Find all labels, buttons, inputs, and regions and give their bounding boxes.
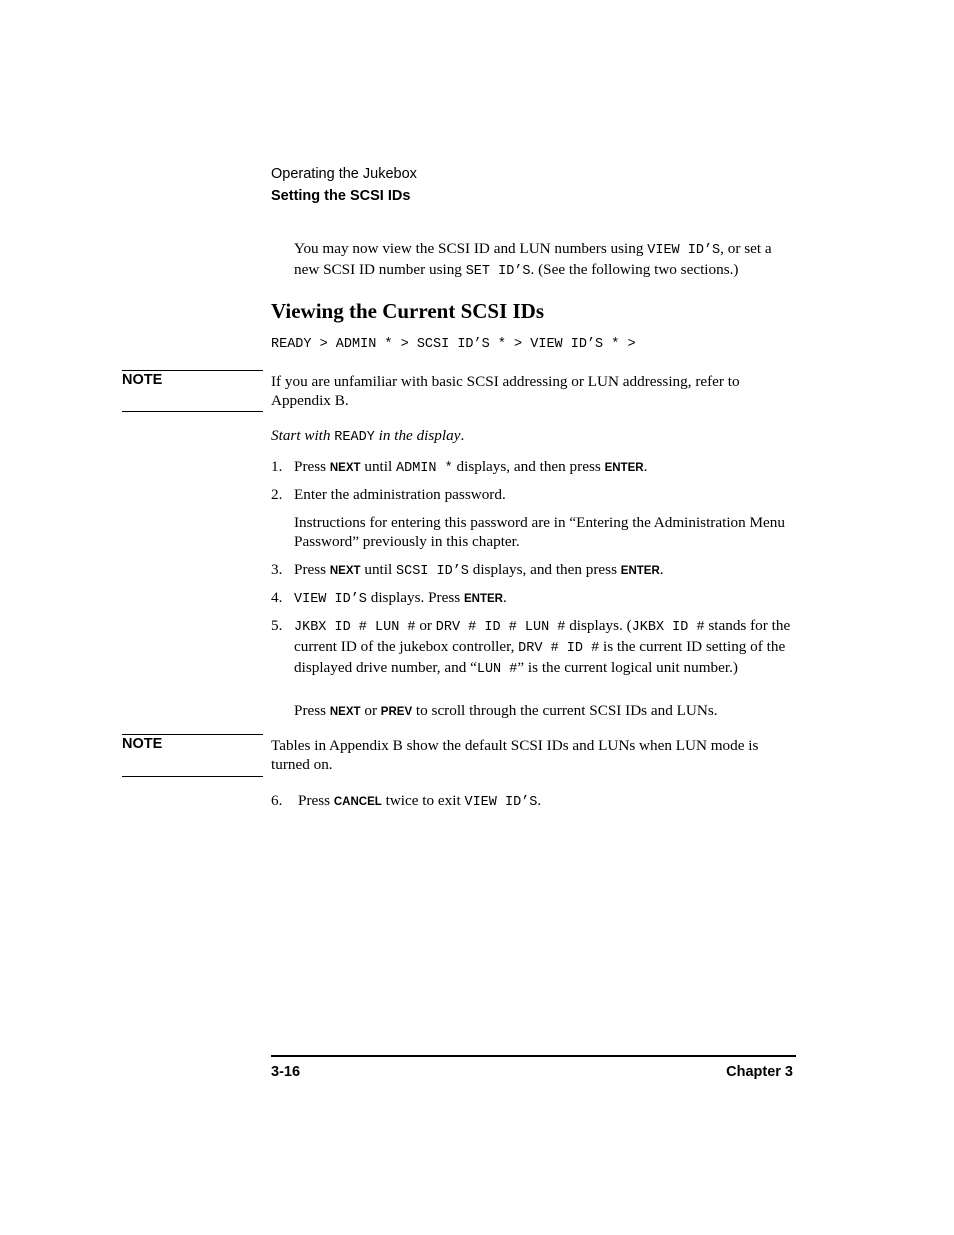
step-number: 5.: [271, 617, 283, 634]
code-set-ids: SET ID’S: [465, 264, 531, 279]
step-4: VIEW ID’S displays. Press ENTER.: [294, 589, 507, 607]
key-next: NEXT: [329, 462, 361, 474]
code-jkbx-lun: JKBX ID # LUN #: [294, 620, 416, 635]
page-number: 3-16: [271, 1064, 301, 1080]
step-2: Enter the administration password.: [294, 486, 506, 503]
step-5: JKBX ID # LUN # or DRV # ID # LUN # displays. (JKBX ID # stands for the current ID of the jukebox controller, DRV # ID # is the current ID setting of the displayed drive number, and “LUN #” is the current logical unit number.): [294, 617, 791, 677]
code-jkbx-id: JKBX ID #: [631, 620, 705, 635]
running-header-chapter: Operating the Jukebox: [271, 166, 417, 182]
note-bottom-rule: [122, 776, 263, 777]
note-bottom-rule: [122, 411, 263, 412]
step-number: 1.: [271, 458, 283, 475]
footer-chapter: Chapter 3: [726, 1064, 793, 1080]
step-number: 3.: [271, 561, 283, 578]
key-enter: ENTER: [463, 593, 503, 605]
key-enter: ENTER: [604, 462, 644, 474]
note-text: Tables in Appendix B show the default SCSI IDs and LUNs when LUN mode is turned on.: [271, 737, 759, 773]
running-header-section: Setting the SCSI IDs: [271, 188, 411, 204]
key-enter: ENTER: [620, 565, 660, 577]
key-next: NEXT: [329, 706, 361, 718]
step-5-detail: Press NEXT or PREV to scroll through the current SCSI IDs and LUNs.: [294, 702, 718, 719]
code-drv-lun: DRV # ID # LUN #: [435, 620, 566, 635]
step-number: 6.: [271, 792, 283, 809]
note-text: If you are unfamiliar with basic SCSI addressing or LUN addressing, refer to Appendix B.: [271, 373, 740, 409]
note-label: NOTE: [122, 736, 163, 752]
code-view-ids: VIEW ID’S: [647, 243, 721, 258]
note-top-rule: [122, 734, 263, 735]
key-cancel: CANCEL: [333, 796, 382, 808]
step-3: Press NEXT until SCSI ID’S displays, and then press ENTER.: [294, 561, 664, 579]
intro-paragraph: You may now view the SCSI ID and LUN numbers using VIEW ID’S, or set a new SCSI ID number using SET ID’S. (See the following two sections.): [294, 240, 772, 279]
step-1: Press NEXT until ADMIN * displays, and then press ENTER.: [294, 458, 648, 476]
step-2-detail: Instructions for entering this password are in “Entering the Administration Menu Password” previously in this chapter.: [294, 514, 785, 550]
code-drv-id: DRV # ID #: [518, 641, 600, 656]
code-view-ids: VIEW ID’S: [294, 592, 367, 607]
code-view-ids: VIEW ID’S: [464, 795, 538, 810]
menu-path: READY > ADMIN * > SCSI ID’S * > VIEW ID’S * >: [271, 337, 636, 352]
code-lun: LUN #: [476, 662, 518, 677]
step-number: 4.: [271, 589, 283, 606]
code-admin: ADMIN *: [396, 461, 453, 476]
note-top-rule: [122, 370, 263, 371]
step-6: Press CANCEL twice to exit VIEW ID’S.: [298, 792, 542, 810]
note-label: NOTE: [122, 372, 163, 388]
start-instruction: Start with READY in the display.: [271, 427, 465, 445]
code-scsi-ids: SCSI ID’S: [396, 564, 469, 579]
code-ready: READY: [334, 430, 375, 445]
step-number: 2.: [271, 486, 283, 503]
footer-rule: [271, 1055, 796, 1057]
section-heading: Viewing the Current SCSI IDs: [271, 299, 545, 323]
key-next: NEXT: [329, 565, 361, 577]
key-prev: PREV: [380, 706, 413, 718]
